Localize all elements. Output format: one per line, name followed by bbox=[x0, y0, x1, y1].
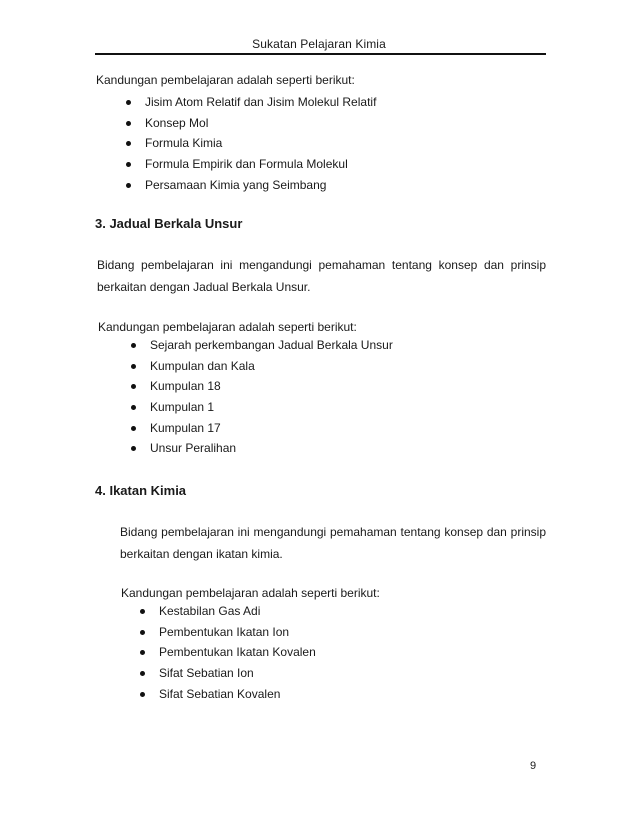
list-item bbox=[126, 154, 546, 175]
bullet-icon bbox=[131, 364, 136, 369]
bullet-icon bbox=[131, 405, 136, 410]
list-item-text: Konsep Mol bbox=[145, 115, 209, 130]
list-item-text: Pembentukan Ikatan Ion bbox=[159, 624, 290, 639]
list-item bbox=[140, 622, 546, 643]
list-item bbox=[131, 418, 546, 439]
bullet-icon bbox=[126, 100, 131, 105]
list-item bbox=[131, 397, 546, 418]
section2-content-list bbox=[126, 92, 546, 195]
bullet-icon bbox=[126, 121, 131, 126]
list-item-text: Formula Kimia bbox=[145, 136, 223, 151]
section4-paragraph: Bidang pembelajaran ini mengandungi pemahaman tentang konsep dan prinsip berkaitan dengan ikatan kimia. bbox=[120, 525, 546, 561]
section4-content-block bbox=[121, 583, 546, 603]
page-number: 9 bbox=[530, 760, 537, 772]
page-header-title: Sukatan Pelajaran Kimia bbox=[252, 37, 386, 51]
bullet-icon bbox=[140, 630, 145, 635]
list-item-text: Persamaan Kimia yang Seimbang bbox=[145, 177, 327, 192]
list-item bbox=[131, 356, 546, 377]
bullet-icon bbox=[131, 384, 136, 389]
list-item-text: Kumpulan 17 bbox=[150, 420, 221, 435]
section2-content-intro: Kandungan pembelajaran adalah seperti berikut: bbox=[96, 73, 355, 87]
list-item bbox=[140, 601, 546, 622]
list-item bbox=[126, 175, 546, 196]
list-item bbox=[140, 642, 546, 663]
section3-content-block bbox=[98, 317, 546, 337]
list-item-text: Kestabilan Gas Adi bbox=[159, 604, 261, 618]
list-item bbox=[126, 133, 546, 154]
list-item-text: Formula Empirik dan Formula Molekul bbox=[145, 157, 348, 172]
list-item bbox=[131, 438, 546, 459]
bullet-icon bbox=[140, 671, 145, 676]
list-item-text: Unsur Peralihan bbox=[150, 441, 237, 456]
section3-content-list bbox=[131, 335, 546, 459]
section3-heading: 3. Jadual Berkala Unsur bbox=[95, 216, 243, 231]
section4-heading: 4. Ikatan Kimia bbox=[95, 483, 187, 498]
bullet-icon bbox=[126, 183, 131, 188]
list-item bbox=[126, 113, 546, 134]
list-item-text: Sejarah perkembangan Jadual Berkala Unsur bbox=[150, 338, 393, 352]
bullet-icon bbox=[131, 343, 136, 348]
bullet-icon bbox=[140, 692, 145, 697]
list-item-text: Kumpulan 1 bbox=[150, 400, 215, 415]
bullet-icon bbox=[140, 609, 145, 614]
list-item-text: Sifat Sebatian Ion bbox=[159, 666, 254, 681]
section4-content-intro: Kandungan pembelajaran adalah seperti berikut: bbox=[121, 586, 380, 600]
list-item bbox=[126, 92, 546, 113]
bullet-icon bbox=[126, 141, 131, 146]
list-item-text: Kumpulan 18 bbox=[150, 379, 221, 394]
bullet-icon bbox=[131, 446, 136, 451]
list-item-text: Sifat Sebatian Kovalen bbox=[159, 686, 281, 701]
bullet-icon bbox=[140, 650, 145, 655]
section2-content-block bbox=[96, 70, 546, 90]
section4-content-list bbox=[140, 601, 546, 704]
list-item bbox=[140, 663, 546, 684]
list-item bbox=[140, 684, 546, 705]
list-item-text: Pembentukan Ikatan Kovalen bbox=[159, 645, 316, 660]
section3-content-intro: Kandungan pembelajaran adalah seperti berikut: bbox=[98, 320, 357, 334]
list-item-text: Jisim Atom Relatif dan Jisim Molekul Relatif bbox=[145, 95, 377, 109]
list-item bbox=[131, 376, 546, 397]
bullet-icon bbox=[126, 162, 131, 167]
header-divider bbox=[95, 53, 546, 55]
list-item-text: Kumpulan dan Kala bbox=[150, 358, 255, 373]
bullet-icon bbox=[131, 426, 136, 431]
list-item bbox=[131, 335, 546, 356]
section3-paragraph: Bidang pembelajaran ini mengandungi pemahaman tentang konsep dan prinsip berkaitan dengan Jadual Berkala Unsur. bbox=[97, 258, 546, 294]
